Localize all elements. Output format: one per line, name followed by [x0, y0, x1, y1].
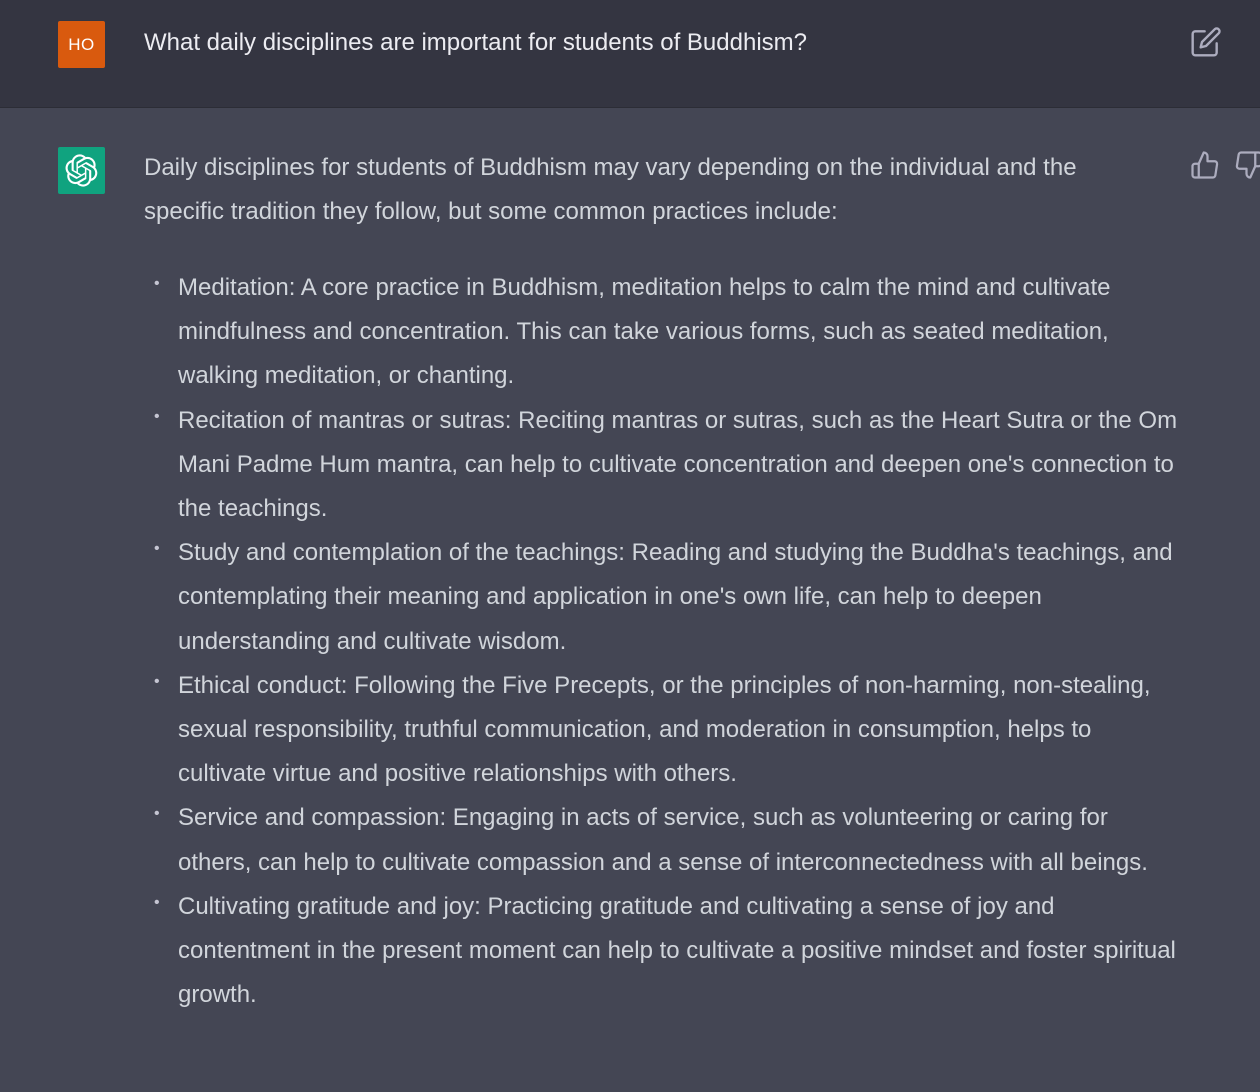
bullet-icon: •: [154, 672, 160, 690]
list-item: [144, 399, 1178, 532]
list-item: [144, 531, 1178, 664]
thumbs-down-icon: [1234, 150, 1260, 180]
assistant-message: [144, 146, 1184, 1017]
list-item: [144, 266, 1178, 399]
bullet-icon: •: [154, 805, 160, 823]
edit-icon: [1190, 26, 1222, 58]
list-item: [144, 796, 1178, 884]
user-message-text: What daily disciplines are important for students of Buddhism?: [144, 29, 807, 56]
user-avatar: HO: [58, 21, 105, 68]
list-item-text: Ethical conduct: Following the Five Precepts, or the principles of non-harming, non-stealing, sexual responsibility, truthful communication, and moderation in consumption, helps to cultivate virtue and positive relationships with others.: [178, 671, 1151, 788]
list-item: [144, 885, 1178, 1018]
list-item-text: Meditation: A core practice in Buddhism, meditation helps to calm the mind and cultivate mindfulness and concentration. This can take various forms, such as seated meditation, walking meditation, or chanting.: [178, 274, 1111, 390]
list-item: [144, 664, 1178, 797]
bullet-icon: •: [154, 893, 160, 911]
edit-message-button[interactable]: [1190, 26, 1222, 58]
assistant-avatar: [58, 147, 105, 194]
bullet-icon: •: [154, 407, 160, 425]
assistant-intro-text: Daily disciplines for students of Buddhism may vary depending on the individual and the specific tradition they follow, but some common practices include:: [144, 154, 1077, 225]
user-message-row: [0, 0, 1260, 108]
openai-logo-icon: [65, 154, 98, 187]
list-item-text: Service and compassion: Engaging in acts of service, such as volunteering or caring for others, can help to cultivate compassion and a sense of interconnectedness with all beings.: [178, 804, 1148, 876]
practices-list: [144, 266, 1184, 1017]
thumbs-down-button[interactable]: [1234, 150, 1260, 180]
list-item-text: Cultivating gratitude and joy: Practicing gratitude and cultivating a sense of joy and contentment in the present moment can help to cultivate a positive mindset and foster spiritual growth.: [178, 892, 1176, 1009]
bullet-icon: •: [154, 275, 160, 292]
list-item-text: Recitation of mantras or sutras: Reciting mantras or sutras, such as the Heart Sutra or the Om Mani Padme Hum mantra, can help to cultivate concentration and deepen one's connection to the teachings.: [178, 406, 1178, 523]
bullet-icon: •: [154, 540, 160, 558]
thumbs-up-icon: [1190, 150, 1220, 180]
list-item-text: Study and contemplation of the teachings: Reading and studying the Buddha's teachings, and contemplating their meaning and application in one's own life, can help to deepen understanding and cultivate wisdom.: [178, 539, 1173, 655]
thumbs-up-button[interactable]: [1190, 150, 1220, 180]
